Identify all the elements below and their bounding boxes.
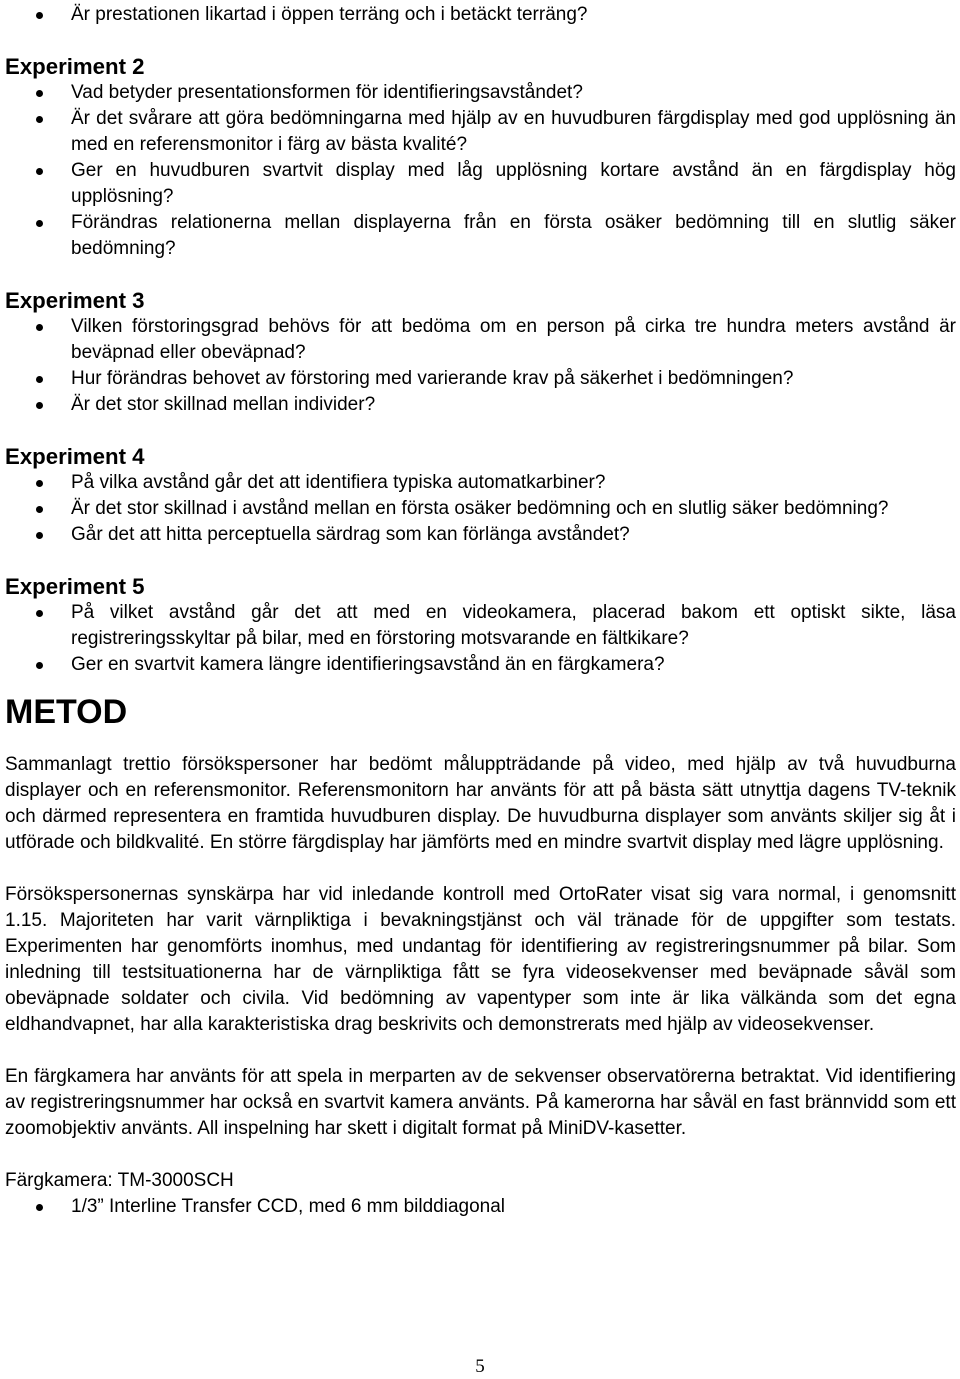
list-item: Vad betyder presentationsformen för identifieringsavståndet? — [5, 80, 956, 106]
document-page — [5, 2, 956, 1220]
list-item: Ger en svartvit kamera längre identifieringsavstånd än en färgkamera? — [5, 652, 956, 678]
section-title-metod: METOD — [5, 693, 128, 731]
experiment-5-list — [5, 600, 956, 678]
list-item: Är det stor skillnad mellan individer? — [5, 392, 956, 418]
page-number: 5 — [475, 1356, 485, 1377]
experiment-5-heading: Experiment 5 — [5, 574, 145, 599]
experiment-3-list — [5, 314, 956, 418]
list-item: Hur förändras behovet av förstoring med varierande krav på säkerhet i bedömningen? — [5, 366, 956, 392]
body-paragraph: Sammanlagt trettio försökspersoner har bedömt måluppträdande på video, med hjälp av två huvudburna displayer och en referensmonitor. Referensmonitorn har använts för att på bästa sätt utnyttja dagens TV-teknik och därmed representera en framtida huvudburen display. De huvudburna displayer som använts skiljer sig åt i utförade och bildkvalité. En större färgdisplay har jämförts med en mindre svartvit display med lägre upplösning. — [5, 754, 956, 853]
list-item: Är prestationen likartad i öppen terräng och i betäckt terräng? — [5, 2, 956, 28]
list-item: Är det svårare att göra bedömningarna med hjälp av en huvudburen färgdisplay med god upplösning än med en referensmonitor i färg av bästa kvalité? — [5, 106, 956, 158]
body-paragraph: Försökspersonernas synskärpa har vid inledande kontroll med OrtoRater visat sig vara normal, i genomsnitt 1.15. Majoriteten har varit värnpliktiga i bevakningstjänst och väl tränade för de uppgifter som testats. Experimenten har genomförts inomhus, med undantag för identifiering av registreringsnummer på bilar. Som inledning till testsituationerna har de värnpliktiga fått se fyra videosekvenser med beväpnade såväl som obeväpnade soldater och civila. Vid bedömning av vapentyper som inte är lika välkända som det egna eldhandvapnet, har alla karakteristiska drag beskrivits och demonstrerats med hjälp av videosekvenser. — [5, 884, 956, 1035]
list-item: Vilken förstoringsgrad behövs för att bedöma om en person på cirka tre hundra meters avstånd är beväpnad eller obeväpnad? — [5, 314, 956, 366]
list-item: På vilka avstånd går det att identifiera typiska automatkarbiner? — [5, 470, 956, 496]
intro-bullet-list — [5, 2, 956, 28]
list-item: 1/3” Interline Transfer CCD, med 6 mm bilddiagonal — [5, 1194, 956, 1220]
list-item: Ger en huvudburen svartvit display med låg upplösning kortare avstånd än en färgdisplay hög upplösning? — [5, 158, 956, 210]
camera-spec-list — [5, 1194, 956, 1220]
camera-label: Färgkamera: TM-3000SCH — [5, 1170, 234, 1191]
list-item: Är det stor skillnad i avstånd mellan en första osäker bedömning och en slutlig säker bedömning? — [5, 496, 956, 522]
experiment-2-heading: Experiment 2 — [5, 54, 145, 79]
experiment-3-heading: Experiment 3 — [5, 288, 145, 313]
experiment-4-list — [5, 470, 956, 548]
experiment-2-list — [5, 80, 956, 262]
list-item: Går det att hitta perceptuella särdrag som kan förlänga avståndet? — [5, 522, 956, 548]
list-item: På vilket avstånd går det att med en videokamera, placerad bakom ett optiskt sikte, läsa registreringsskyltar på bilar, med en förstoring motsvarande en fältkikare? — [5, 600, 956, 652]
experiment-4-heading: Experiment 4 — [5, 444, 145, 469]
list-item: Förändras relationerna mellan displayerna från en första osäker bedömning till en slutlig säker bedömning? — [5, 210, 956, 262]
body-paragraph: En färgkamera har använts för att spela in merparten av de sekvenser observatörerna betraktat. Vid identifiering av registreringsnummer har också en svartvit kamera använts. På kamerorna har såväl en fast brännvidd som ett zoomobjektiv använts. All inspelning har skett i digitalt format på MiniDV-kasetter. — [5, 1066, 956, 1139]
